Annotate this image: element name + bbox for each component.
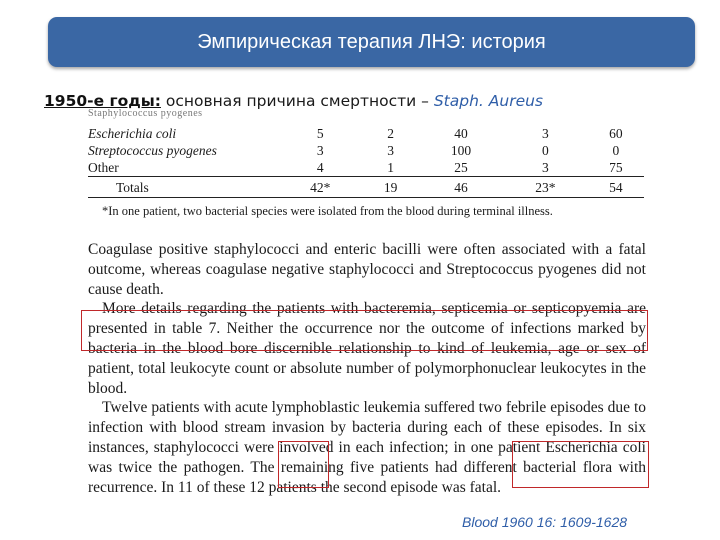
total-value-cell: 19	[362, 177, 418, 198]
organism-cell: Other	[88, 160, 119, 175]
value-cell: 40	[454, 126, 468, 141]
value-cell: 3	[387, 143, 394, 158]
subtitle-text: основная причина смертности –	[160, 92, 434, 110]
organism-cell: Escherichia coli	[88, 126, 177, 141]
value-cell: 100	[450, 143, 472, 158]
table-row	[88, 125, 644, 142]
value-cell: 4	[316, 160, 324, 175]
value-cell: 3	[542, 160, 549, 175]
value-cell: 60	[609, 126, 623, 141]
total-value-cell: 46	[419, 177, 503, 198]
value-cell: 3	[316, 143, 324, 158]
organism-cell: Streptococcus pyogenes	[88, 143, 217, 158]
value-cell: 3	[542, 126, 549, 141]
table-row	[88, 159, 644, 177]
table-faded-header: Staphylococcus pyogenes	[88, 108, 203, 119]
total-value-cell: 54	[588, 177, 644, 198]
highlight-box-infection	[512, 441, 649, 488]
value-cell: 2	[387, 126, 394, 141]
highlight-box-staphylococci	[278, 441, 329, 488]
table-footnote: *In one patient, two bacterial species were isolated from the blood during terminal illness.	[102, 204, 553, 218]
subtitle-pathogen: Staph. Aureus	[433, 92, 544, 110]
value-cell: 25	[454, 160, 468, 175]
value-cell: 5	[316, 126, 324, 141]
bacteria-table	[88, 125, 644, 198]
citation: Blood 1960 16: 1609-1628	[462, 514, 628, 530]
slide-title-bar	[48, 17, 695, 67]
paragraph-2: More details regarding the patients with bacteremia, septicemia or septicopyemia are presented in table 7. Neither the occurrence nor the outcome of infections marked by bacteria in the blood bore discernible relationship to kind of leukemia, age or sex of patient, total leukocyte count or absolute number of polymorphonuclear leukocytes in the blood.	[88, 300, 646, 397]
total-value-cell: 42*	[278, 177, 362, 198]
paragraph-3: Twelve patients with acute lymphoblastic leukemia suffered two febrile episodes due to infection with blood stream invasion by bacteria during each of these episodes. In six instances, staphylococci were involved in each infection; in one patient Escherichia coli was twice the pathogen. The remaining five patients had different bacterial flora with recurrence. In 11 of these 12 patients the second episode was fatal.	[88, 399, 646, 496]
paragraph-1: Coagulase positive staphylococci and enteric bacilli were often associated with a fatal outcome, whereas coagulase negative staphylococci and Streptococcus pyogenes did not cause death.	[88, 241, 646, 298]
total-value-cell: 23*	[503, 177, 587, 198]
table-total-row	[88, 177, 644, 198]
slide-title: Эмпирическая терапия ЛНЭ: история	[197, 30, 546, 53]
total-label-cell: Totals	[88, 177, 278, 198]
value-cell: 75	[609, 160, 623, 175]
value-cell: 0	[542, 143, 549, 158]
subtitle-era: 1950-е годы:	[44, 92, 161, 110]
highlight-box-table7	[81, 310, 648, 351]
value-cell: 1	[387, 160, 394, 175]
value-cell: 0	[612, 143, 620, 158]
table-row	[88, 142, 644, 159]
